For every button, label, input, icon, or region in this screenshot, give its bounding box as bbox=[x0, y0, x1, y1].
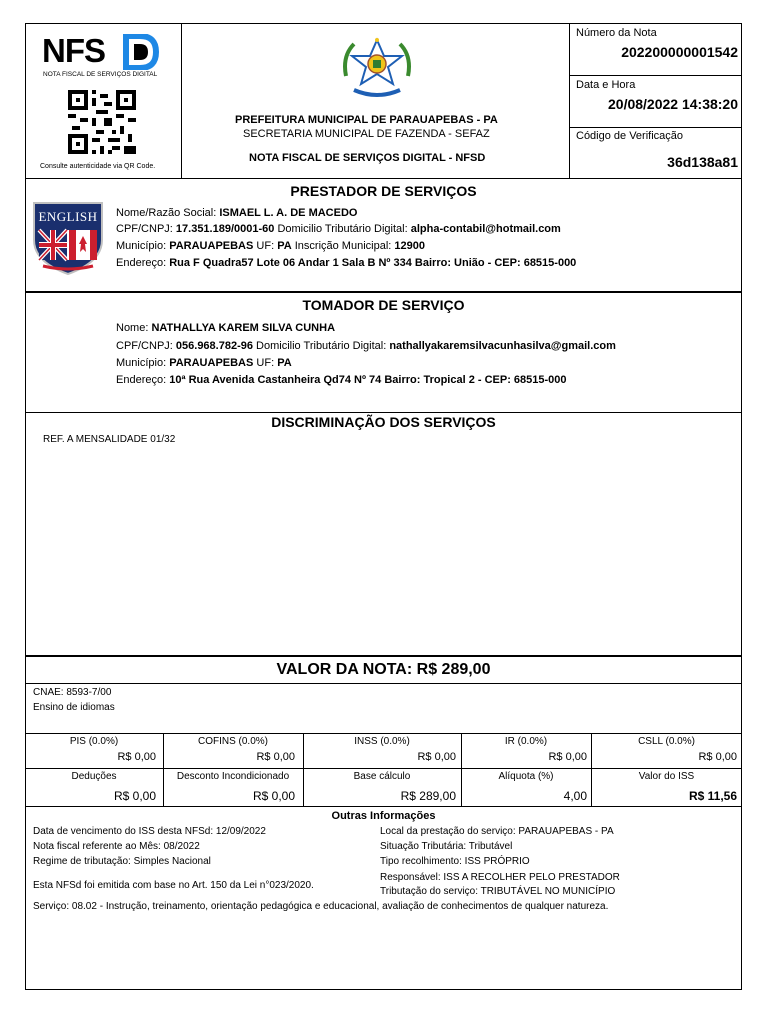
outras-left-4: Esta NFSd foi emitida com base no Art. 150 da Lei n°023/2020. bbox=[33, 880, 314, 891]
prestador-cpf-value: 17.351.189/0001-60 bbox=[175, 223, 275, 235]
prestador-uf-label: UF: bbox=[256, 240, 275, 252]
tomador-domicilio-label: Domicilio Tributário Digital: bbox=[256, 340, 387, 352]
secretaria-title: SECRETARIA MUNICIPAL DE FAZENDA - SEFAZ bbox=[243, 128, 490, 140]
tomador-title: TOMADOR DE SERVIÇO bbox=[302, 297, 465, 313]
tax-csll-label: CSLL (0.0%) bbox=[638, 736, 695, 747]
valor-top-line bbox=[25, 655, 742, 657]
tomador-municipio-row bbox=[116, 357, 292, 370]
outras-right-2: Situação Tributária: Tributável bbox=[380, 841, 513, 852]
info-separator-2 bbox=[569, 127, 742, 128]
tomador-cpf-value: 056.968.782-96 bbox=[175, 340, 253, 352]
tomador-cpf-row bbox=[116, 340, 616, 353]
prestador-uf-value: PA bbox=[277, 240, 292, 252]
tax-csll-value: R$ 0,00 bbox=[698, 751, 737, 763]
prestador-endereco-label: Endereço: bbox=[116, 257, 167, 269]
tax-iss-label: Valor do ISS bbox=[638, 771, 695, 782]
tomador-municipio-value: PARAUAPEBAS bbox=[169, 357, 254, 369]
outras-left-2: Nota fiscal referente ao Mês: 08/2022 bbox=[33, 841, 200, 852]
prefeitura-title: PREFEITURA MUNICIPAL DE PARAUAPEBAS - PA bbox=[235, 114, 498, 126]
tax-grid-bottom bbox=[25, 806, 742, 807]
prestador-cpf-row bbox=[116, 223, 561, 236]
tomador-nome-value: NATHALLYA KAREM SILVA CUNHA bbox=[151, 322, 336, 334]
nfsd-logo-subtitle: NOTA FISCAL DE SERVIÇOS DIGITAL bbox=[43, 71, 158, 78]
data-label: Data e Hora bbox=[576, 79, 636, 91]
valor-bottom-line bbox=[25, 683, 742, 684]
tax-inss-value: R$ 0,00 bbox=[417, 751, 456, 763]
prestador-nome-value: ISMAEL L. A. DE MACEDO bbox=[219, 207, 358, 219]
tax-inss-label: INSS (0.0%) bbox=[354, 736, 410, 747]
info-separator-1 bbox=[569, 75, 742, 76]
codigo-value: 36d138a81 bbox=[667, 154, 738, 170]
tomador-endereco-value: 10ª Rua Avenida Castanheira Qd74 Nº 74 Bairro: Tropical 2 - CEP: 68515-000 bbox=[169, 374, 567, 386]
prestador-domicilio-value: alpha-contabil@hotmail.com bbox=[410, 223, 561, 235]
tax-grid-middle bbox=[25, 768, 742, 769]
prestador-inscricao-label: Inscrição Municipal: bbox=[294, 240, 392, 252]
outras-right-5: Tributação do serviço: TRIBUTÁVEL NO MUNICÍPIO bbox=[380, 886, 616, 897]
prestador-domicilio-label: Domicilio Tributário Digital: bbox=[277, 223, 408, 235]
tax-base-label: Base cálculo bbox=[353, 771, 411, 782]
outras-right-3: Tipo recolhimento: ISS PRÓPRIO bbox=[380, 856, 530, 867]
tomador-municipio-label: Município: bbox=[116, 357, 167, 369]
qr-caption: Consulte autenticidade via QR Code. bbox=[40, 163, 156, 170]
tax-aliquota-label: Alíquota (%) bbox=[498, 771, 554, 782]
tomador-bottom-line bbox=[25, 412, 742, 413]
discriminacao-title: DISCRIMINAÇÃO DOS SERVIÇOS bbox=[271, 414, 496, 430]
prestador-title: PRESTADOR DE SERVIÇOS bbox=[290, 183, 477, 199]
tax-ir-label: IR (0.0%) bbox=[504, 736, 548, 747]
cnae-code: CNAE: 8593-7/00 bbox=[33, 687, 112, 698]
cnae-desc: Ensino de idiomas bbox=[33, 702, 115, 713]
document-title: NOTA FISCAL DE SERVIÇOS DIGITAL - NFSD bbox=[249, 152, 486, 164]
tax-iss-value: R$ 11,56 bbox=[688, 789, 737, 803]
tomador-domicilio-value: nathallyakaremsilvacunhasilva@gmail.com bbox=[389, 340, 616, 352]
outras-left-1: Data de vencimento do ISS desta NFSd: 12/09/2022 bbox=[33, 826, 266, 837]
tax-cofins-value: R$ 0,00 bbox=[256, 751, 295, 763]
tax-deducoes-label: Deduções bbox=[71, 771, 117, 782]
data-value: 20/08/2022 14:38:20 bbox=[608, 96, 738, 112]
tax-pis-label: PIS (0.0%) bbox=[69, 736, 119, 747]
numero-value: 202200000001542 bbox=[621, 44, 738, 60]
tax-desconto-value: R$ 0,00 bbox=[252, 789, 295, 803]
tax-deducoes-value: R$ 0,00 bbox=[113, 789, 156, 803]
outras-left-3: Regime de tributação: Simples Nacional bbox=[33, 856, 211, 867]
prestador-nome-row bbox=[116, 207, 357, 220]
prestador-municipio-label: Município: bbox=[116, 240, 167, 252]
prestador-endereco-row bbox=[116, 257, 576, 270]
qr-code-icon[interactable] bbox=[68, 90, 136, 154]
valor-nota-row bbox=[25, 661, 742, 679]
discriminacao-text: REF. A MENSALIDADE 01/32 bbox=[43, 434, 176, 445]
prestador-endereco-value: Rua F Quadra57 Lote 06 Andar 1 Sala B Nº 334 Bairro: União - CEP: 68515-000 bbox=[169, 257, 577, 269]
header-bottom-line bbox=[25, 178, 742, 179]
tax-base-value: R$ 289,00 bbox=[400, 789, 456, 803]
prestador-municipio-value: PARAUAPEBAS bbox=[169, 240, 254, 252]
tomador-uf-value: PA bbox=[277, 357, 292, 369]
valor-nota-value: R$ 289,00 bbox=[416, 661, 491, 678]
prestador-bottom-line bbox=[25, 291, 742, 293]
outras-right-4: Responsável: ISS A RECOLHER PELO PRESTADOR bbox=[380, 872, 620, 883]
tomador-uf-label: UF: bbox=[256, 357, 275, 369]
prestador-cpf-label: CPF/CNPJ: bbox=[116, 223, 173, 235]
tax-aliquota-value: 4,00 bbox=[563, 789, 587, 803]
tomador-cpf-label: CPF/CNPJ: bbox=[116, 340, 173, 352]
tax-pis-value: R$ 0,00 bbox=[117, 751, 156, 763]
tomador-nome-row bbox=[116, 322, 335, 335]
prestador-nome-label: Nome/Razão Social: bbox=[116, 207, 217, 219]
nfsd-logo bbox=[42, 34, 164, 82]
tomador-endereco-label: Endereço: bbox=[116, 374, 167, 386]
tomador-nome-label: Nome: bbox=[116, 322, 149, 334]
prestador-municipio-row bbox=[116, 240, 425, 253]
nfsd-logo-text: NFS bbox=[42, 32, 105, 69]
english-logo-text: ENGLISH bbox=[38, 209, 98, 224]
tomador-endereco-row bbox=[116, 374, 567, 387]
outras-right-1: Local da prestação do serviço: PARAUAPEBAS - PA bbox=[380, 826, 614, 837]
prestador-inscricao-value: 12900 bbox=[394, 240, 425, 252]
outras-servico: Serviço: 08.02 - Instrução, treinamento, orientação pedagógica e educacional, avaliação de conhecimentos de qualquer natureza. bbox=[33, 901, 609, 912]
outras-title: Outras Informações bbox=[331, 810, 436, 822]
tax-cofins-label: COFINS (0.0%) bbox=[197, 736, 268, 747]
english-logo bbox=[31, 200, 105, 276]
tax-desconto-label: Desconto Incondicionado bbox=[176, 771, 290, 782]
coat-of-arms-icon bbox=[340, 36, 414, 102]
nfsd-logo-d-icon bbox=[122, 34, 162, 70]
header-divider-left bbox=[181, 23, 182, 179]
valor-nota-label: VALOR DA NOTA: bbox=[276, 661, 413, 678]
tax-grid-top bbox=[25, 733, 742, 734]
numero-label: Número da Nota bbox=[576, 27, 657, 39]
tax-ir-value: R$ 0,00 bbox=[548, 751, 587, 763]
header-divider-right bbox=[569, 23, 570, 179]
codigo-label: Código de Verificação bbox=[576, 130, 684, 142]
